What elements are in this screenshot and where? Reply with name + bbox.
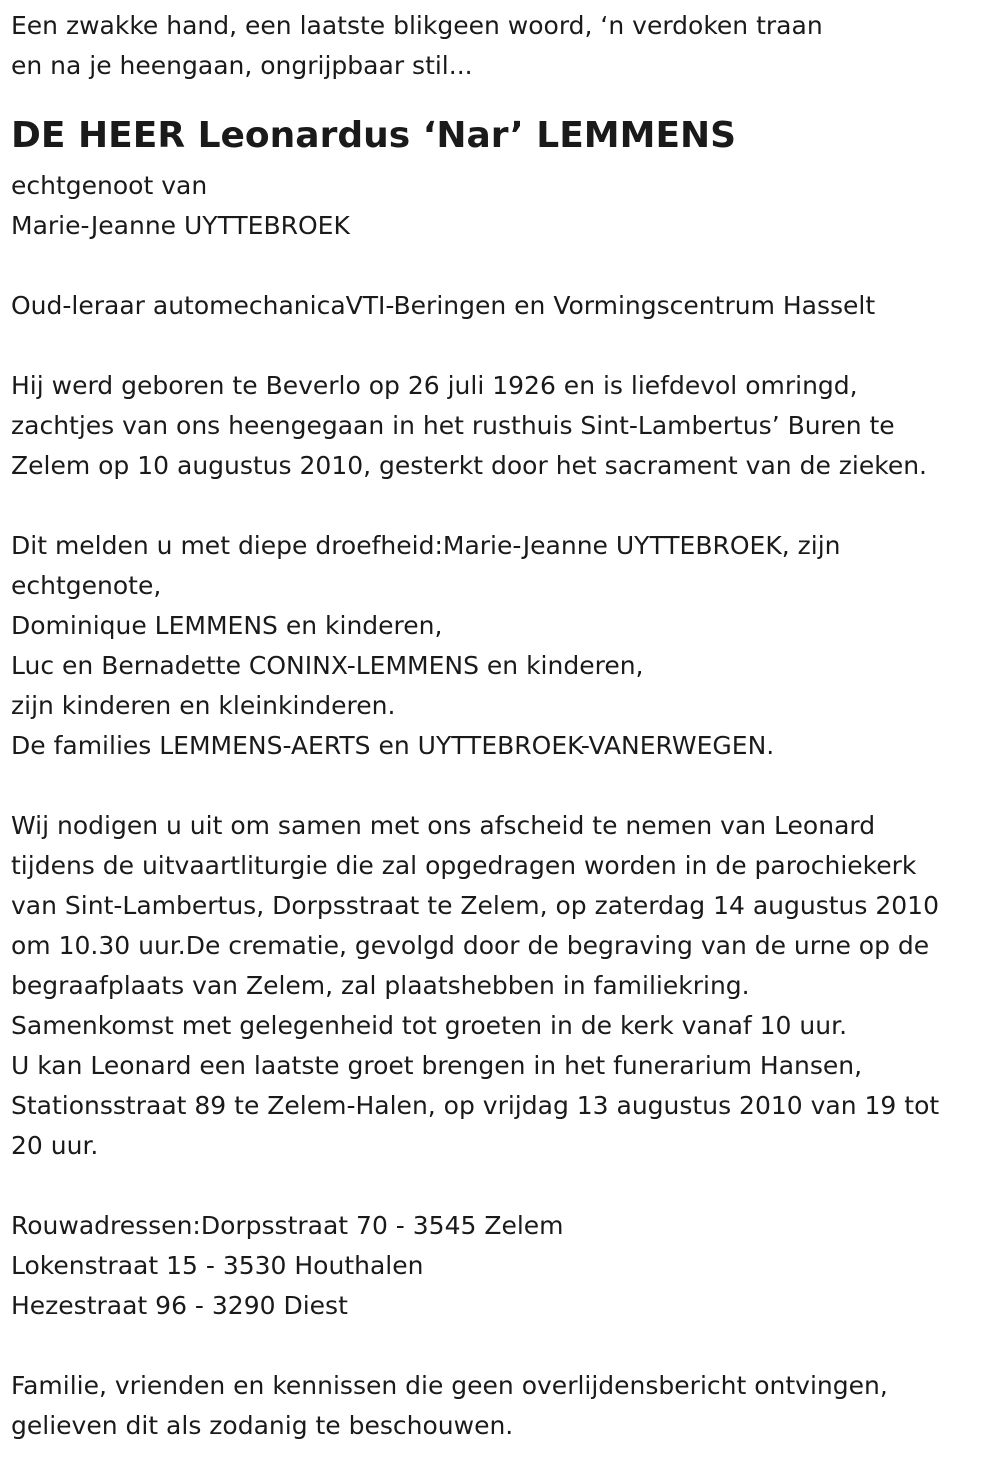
funeral-block	[11, 806, 1000, 1166]
deceased-name: DE HEER Leonardus ‘Nar’ LEMMENS	[11, 115, 737, 156]
spacer	[11, 1166, 1000, 1206]
funeral-line: U kan Leonard een laatste groet brengen in het funerarium Hansen,	[11, 1051, 863, 1080]
mourners-block	[11, 526, 1000, 766]
closing-line: gelieven dit als zodanig te beschouwen.	[11, 1411, 514, 1440]
birth-death-line: Hij werd geboren te Beverlo op 26 juli 1926 en is liefdevol omringd,	[11, 371, 858, 400]
funeral-line: om 10.30 uur.De crematie, gevolgd door de begraving van de urne op de	[11, 931, 930, 960]
birth-death-line: Zelem op 10 augustus 2010, gesterkt door het sacrament van de zieken.	[11, 451, 927, 480]
spacer	[11, 766, 1000, 806]
spacer	[11, 486, 1000, 526]
mourners-line: zijn kinderen en kleinkinderen.	[11, 691, 396, 720]
spacer	[11, 1326, 1000, 1366]
closing-line: Familie, vrienden en kennissen die geen overlijdensbericht ontvingen,	[11, 1371, 888, 1400]
poem-line: en na je heengaan, ongrijpbaar stil...	[11, 51, 473, 80]
relation-label: echtgenoot van	[11, 171, 208, 200]
birth-death-line: zachtjes van ons heengegaan in het rusthuis Sint-Lambertus’ Buren te	[11, 411, 895, 440]
mourners-line: Dominique LEMMENS en kinderen,	[11, 611, 443, 640]
mourners-line: echtgenote,	[11, 571, 162, 600]
funeral-line: van Sint-Lambertus, Dorpsstraat te Zelem, op zaterdag 14 augustus 2010	[11, 891, 939, 920]
funeral-line: tijdens de uitvaartliturgie die zal opgedragen worden in de parochiekerk	[11, 851, 917, 880]
spacer	[11, 86, 1000, 106]
addresses-block	[11, 1206, 1000, 1326]
address-line: Rouwadressen:Dorpsstraat 70 - 3545 Zelem	[11, 1211, 564, 1240]
poem-line: Een zwakke hand, een laatste blikgeen woord, ‘n verdoken traan	[11, 11, 823, 40]
spacer	[11, 246, 1000, 286]
closing-block	[11, 1366, 1000, 1446]
spacer	[11, 326, 1000, 366]
mourners-line: Dit melden u met diepe droefheid:Marie-Jeanne UYTTEBROEK, zijn	[11, 531, 841, 560]
mourners-line: Luc en Bernadette CONINX-LEMMENS en kinderen,	[11, 651, 644, 680]
funeral-line: 20 uur.	[11, 1131, 99, 1160]
occupation: Oud-leraar automechanicaVTI-Beringen en Vormingscentrum Hasselt	[11, 291, 876, 320]
mourners-line: De families LEMMENS-AERTS en UYTTEBROEK-VANERWEGEN.	[11, 731, 775, 760]
funeral-line: Wij nodigen u uit om samen met ons afscheid te nemen van Leonard	[11, 811, 876, 840]
funeral-line: Samenkomst met gelegenheid tot groeten in de kerk vanaf 10 uur.	[11, 1011, 848, 1040]
funeral-line: Stationsstraat 89 te Zelem-Halen, op vrijdag 13 augustus 2010 van 19 tot	[11, 1091, 940, 1120]
spouse-name: Marie-Jeanne UYTTEBROEK	[11, 211, 350, 240]
address-line: Lokenstraat 15 - 3530 Houthalen	[11, 1251, 424, 1280]
poem-block	[11, 6, 1000, 86]
funeral-line: begraafplaats van Zelem, zal plaatshebben in familiekring.	[11, 971, 750, 1000]
birth-death-block	[11, 366, 1000, 486]
address-line: Hezestraat 96 - 3290 Diest	[11, 1291, 348, 1320]
